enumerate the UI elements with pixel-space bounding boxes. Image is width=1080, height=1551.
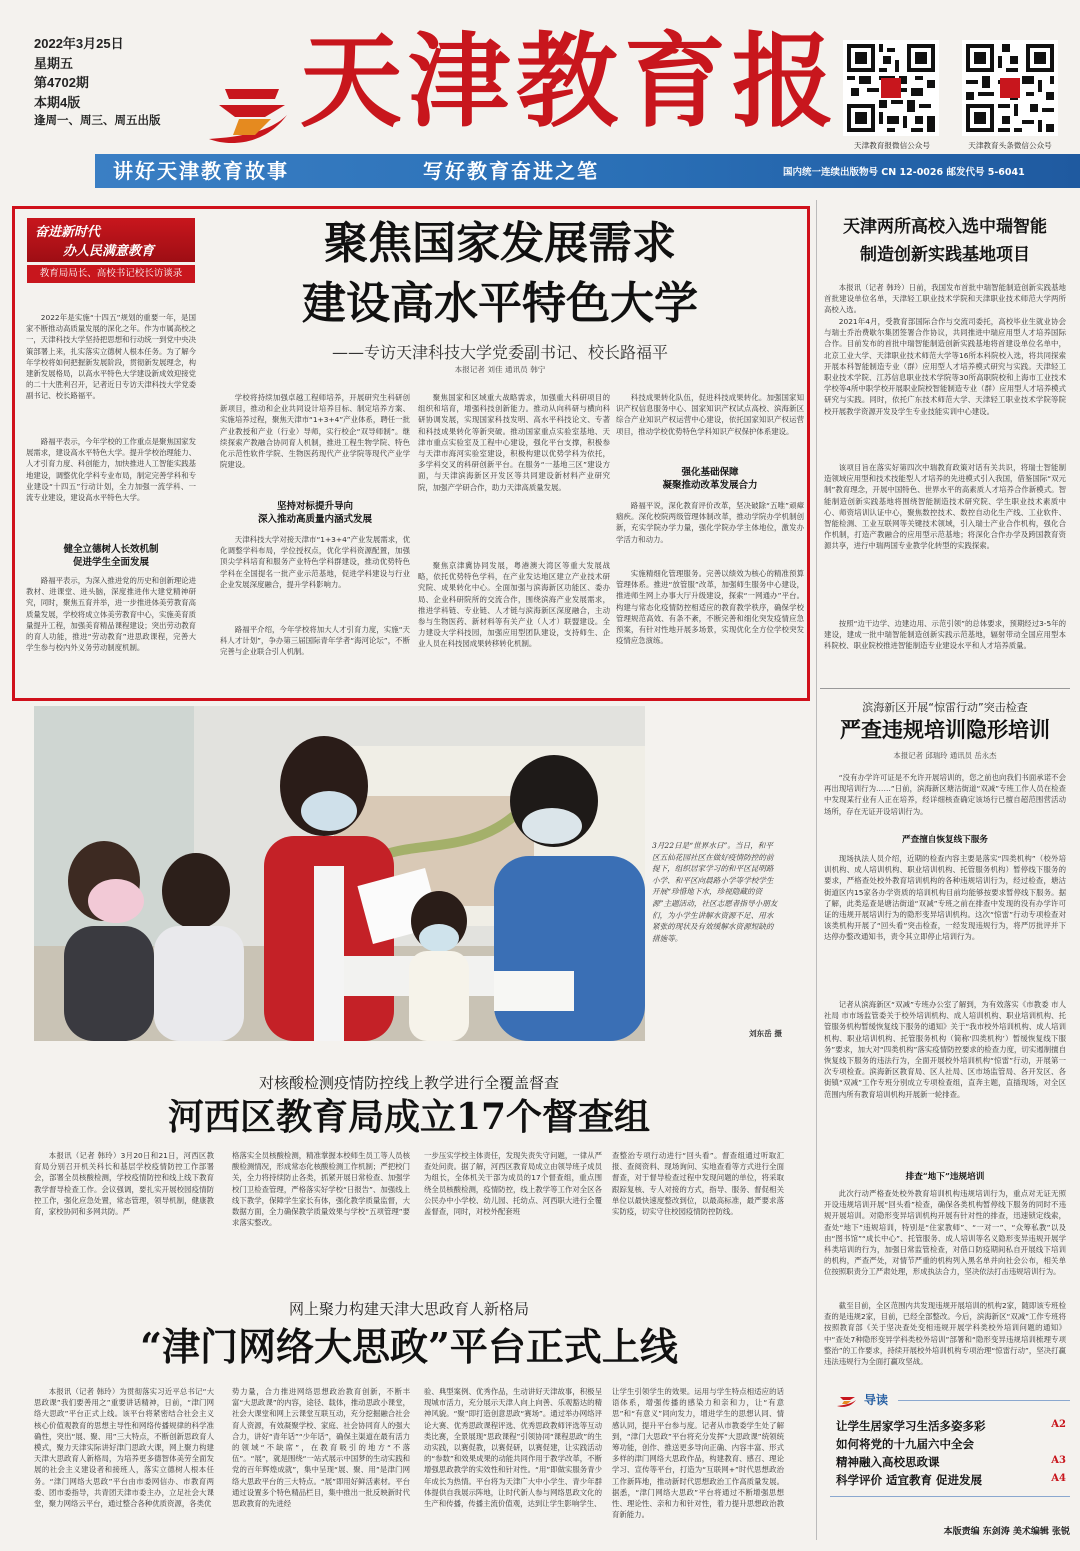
- feature-paragraph: 路福平表示，今年学校的工作重点是聚焦国家发展需求，建设高水平特色大学。提升学校治理能力、人才引育力度、科创能力，加快推进人工智能实践基地建设，调整优化学科专业布局，制定完善学科和专业建设“十四五”行动计划，全力加强一流学科、一流专业建设，建设高水平特色大学。: [26, 437, 196, 503]
- news-photo-illustration: [34, 706, 645, 1041]
- photo-caption: 3月22日是“世界水日”。当日，和平区五仙花园社区在做好疫情防控的前提下，组织居家学习的和平区昆明路小学、和平区向晨路小学等学校学生开展“珍惜地下水，珍视隐藏的资源”主题活动，社区志愿者指导小朋友们，为小学生讲解水资源不足、用水紧张的现状及有效缓解水资源短缺的措施等。: [652, 841, 778, 943]
- right2-paragraph: 此次行动严格查处校外教育培训机构违规培训行为，重点对无证无照开设违规培训开展“回头看”检查，确保各类机构暂停线下服务的同时不违规开展培训。对隐形变异培训机构开展有针对性的排查，迅速锁定线索，查处“地下”违规培训，特别是“住家教师”、“一对一”、“众筹私教”以及由“图书馆”“成长中心”、托管服务、成人培训等名义隐形变异违规开展学科类培训的行为，加强日常监管检查，对借口防疫期间私自开展线下培训的机构，严查严处，对情节严重的机构列入黑名单并向社会公布，相关单位按照职责分工严肃处理，形成执法合力，坚决依法打击违规培训行为。: [824, 1189, 1066, 1277]
- feature-paragraph: 路福平说，深化教育评价改革，坚决破除“五唯”顽瘴痼疾。深化校院两级管理体制改革，推动学院办学机制创新，充实学院办学力量，强化学院办学主体地位，激发办学活力和动力。: [616, 501, 804, 544]
- right2-kicker: 滨海新区开展“惊雷行动”突击检查: [862, 701, 1028, 714]
- masthead: [0, 0, 1080, 195]
- column-logo: [27, 218, 195, 262]
- feature-title-line2: 建设高水平特色大学: [302, 278, 698, 329]
- column-logo-line1: 奋进新时代: [35, 225, 101, 240]
- page-editors: 本版责编 东剑涛 美术编辑 张锐: [943, 1527, 1070, 1537]
- story3-title: “津门网络大思政”平台正式上线: [140, 1324, 678, 1369]
- right1-paragraph: 2021年4月，受教育部国际合作与交流司委托，高校毕业生就业协会与瑞士乔治费歇尔集团签署合作协议，共同推进中瑞应用型人才培养国际合作。目前发布的首批中瑞智能制造创新实践基地将首建设单位名单中，北京工业大学、天津职业技术师范大学等16所本科院校入选，将共同探索开展本科智能制造专业（群）应用型人才培养模式研究与实践。天津轻工职业技术学院、江苏信息职业技术学院等30所高职院校和上海市工业技术学校等4所中职学校开展职业院校智能制造专业（群）应用型人才培养模式研究与实践。同时，依托广东技术师范大学、天津轻工职业技术学院等院校开展教学资源开发及学生专业技能实训中心建设。: [824, 317, 1066, 416]
- right2-subheading: 严查擅自恢复线下服务: [902, 835, 988, 845]
- story2-title: 河西区教育局成立17个督查组: [167, 1096, 651, 1138]
- guide-item-text: 让学生居家学习生活多姿多彩: [836, 1419, 986, 1433]
- story2-column-3: 一步压实学校主体责任，发现失责失守问题，一律从严查处问责。据了解，河西区教育局成立由领导班子成员为组长，全体机关干部为成员的17个督查组，重点围绕全员核酸检测，疫情防控，线上教学等工作对全区各公民办中小学校、幼儿园、托幼点、河西职大进行全覆盖督查，同时，对校外配套班: [424, 1151, 602, 1217]
- qr2-label: 天津教育头条微信公众号: [968, 141, 1052, 150]
- guide-item-text: 科学评价 适宜教育 促进发展: [836, 1473, 983, 1487]
- photo-credit: 刘东岳 摄: [748, 1029, 782, 1038]
- newspaper-emblem-icon: [205, 75, 300, 150]
- story3-column-1: 本报讯（记者 韩玲）为贯彻落实习近平总书记“大思政课”我们要善用之”重要讲话精神，日前，“津门网络大思政”平台正式上线。该平台将紧密结合社会主义核心价值观教育的思想主导性和网络传播规律的科学准确性，突出“展、聚、用”三大特点，不断创新思政育人模式，聚力天津实际讲好津门思政大课，网上聚力构建天津大思政育人新格局，为培养更多德智体美劳全面发展的社会主义建设者和接班人，落实立德树人根本任务。“津门网络大思政”平台由市委网信办、市教育两委、团市委指导，共青团天津市委主办，立足社会大课堂，聚力网络云平台，通过整合各种优质资源，各类优: [34, 1387, 214, 1509]
- slogan-left: 讲好天津教育故事: [113, 159, 289, 183]
- feature-subtitle: ——专访天津科技大学党委副书记、校长路福平: [331, 343, 668, 362]
- story2-column-1: 本报讯（记者 韩玲）3月20日和21日，河西区教育局分别召开机关科长和基层学校疫情防控工作部署会，部署全员核酸检测，学校疫情防控和线上线下教育教学督导检查工作。会议强调，要扎实开展校园疫情防控工作，强化应急处置，常态管理，领导机制，健康教育，家校协同和多网共防。严: [34, 1151, 214, 1217]
- issue-schedule: 逢周一、周三、周五出版: [34, 115, 161, 127]
- right1-title-line2: 制造创新实践基地项目: [860, 245, 1030, 265]
- right1-paragraph: 该项目旨在落实好第四次中瑞教育政策对话有关共识，将瑞士智能制造领域应用型和技术技能型人才培养的先进模式引入我国，借鉴国际“双元制”教育理念，开展中国特色、世界水平的高素质人才培养合作新模式。智能制造创新实践基地将围绕智能制造技术研究院、学生职业技术素质中心、师资培训认证中心，聚焦数控技术、数控自动化生产线、工业软件、智能检测、工业互联网等关键技术领域，引入瑞士产业合作机构，强化合作机制，打造产教融合的应用型示范基地；将深化合作办学及跨国教育资源共享，进行中瑞两国专业教学化转型的实践探索。: [824, 463, 1066, 551]
- publication-code: 国内统一连续出版物号 CN 12-0026 邮发代号 5-6041: [783, 167, 1025, 178]
- issue-weekday: 星期五: [34, 55, 74, 71]
- feature-paragraph: 学校将持续加强卓越工程师培养，开展研究生科研创新项目，推动和企业共同设计培养目标、制定培养方案、实施培养过程，聚焦天津市“1+3+4”产业体系，聘任一批产业教授和产业（行业）导师，实行校企“双导师制”。继续探索产教融合协同育人机制，推进工程生物学院、特色化示范性软件学院、生物医药现代产业学院等现代产业学院建设。: [220, 393, 410, 470]
- story2-column-2: 格落实全员核酸检测，精准掌握本校师生员工等人员核酸检测情况，形成常态化核酸检测工作机制；严把校门关，全力将持续防止各类，抓紧开展日常检查、加强学校门卫检查管理，严格落实好学校“日报告”、加强线上线下教学，保障学生家长有体，强化教学质量监督，大数据方面，全力确保教学质量效果与学校“五项管理”要求落实整改。: [232, 1151, 410, 1228]
- feature-paragraph: 实施精细化管理服务。完善以绩效为核心的精准预算管理体系。推进“放管服”改革，加强师生服务中心建设，推进师生网上办事大厅升级建设，探索“一网通办”平台。构建与常态化疫情防控相适应的教育教学秩序，确保学校管理规范高效、有条不紊，不断完善和细化突发疫情应急预案，有针对性地开展多场景，实现优化全方位学校突发疫情应急演练。: [616, 569, 804, 646]
- feature-paragraph: 路福平介绍，今年学校将加大人才引育力度，实施“天科人才计划”，争办第三届国际青年学者“海河论坛”，不断完善与企业联合引人机制。: [220, 625, 410, 657]
- right2-paragraph: 截至目前，全区范围内共发现违规开展培训的机构2家，随即该专班检查的是违规2家，目前，已经全部整改。今后，滨海新区“双减”工作专班将按照教育部《关于坚决查处变相违规开展学科类校外培训问题的通知》中“查处7种隐形变异学科类校外培训”部署和“隐形变异违规培训梳理专项整治”的工作要求，持续开展校外培训机构专项治理“惊雷行动”，坚决打赢违法违规行为全面打赢攻坚战。: [824, 1301, 1066, 1367]
- story3-column-4: 让学生引领学生的效果。运用与学生特点相适应的话语体系，增强传播的感染力和亲和力，让“有意思”和“有意义”同向发力，增进学生的思想认同、情感认同，提升平台参与度。记者从市教委学生处了解到，“津门大思政”平台将充分发挥“大思政课”统领统筹功能，创作、推送更多导向正确、内容丰富、形式多样的津门网络大思政作品，构建教育、感召、理论学习、宣传等平台，打造为“互联网+”时代思想政治工作新阵地，推动新时代思想政治工作高质量发展。据悉，“津门网络大思政”平台将通过不断增强思想性、理论性、亲和力和针对性，着力提升思想政治教育新能力。: [612, 1387, 784, 1520]
- guide-header: [830, 1390, 1070, 1410]
- feature-column-4: [616, 392, 804, 697]
- guide-item-text: 精神融入高校思政课: [836, 1455, 940, 1469]
- feature-paragraph: 天津科技大学对接天津市“1+3+4”产业发展需求，优化调整学科布局，学位授权点，优化学科资源配置，加强顶尖学科培育和服务产业特色学科群建设，推动优势特色学科在全国提名一批产业示范基地，促进学科建设与行业企业发展深度融合，提升学科影响力。: [220, 535, 410, 589]
- feature-subheading: 强化基础保障 凝聚推动改革发展合力: [662, 467, 758, 491]
- qr1-label: 天津教育报微信公众号: [854, 141, 930, 150]
- slogan-right: 写好教育奋进之笔: [423, 159, 599, 183]
- feature-byline: 本报记者 刘佳 通讯员 韩宁: [454, 365, 546, 374]
- right2-title: 严查违规培训隐形培训: [840, 717, 1050, 742]
- feature-subheading: 坚持对标提升导向 深入推动高质量内涵式发展: [257, 501, 372, 525]
- newspaper-title: 天津教育报: [300, 22, 840, 142]
- guide-item-page: A4: [1051, 1473, 1066, 1484]
- right2-byline: 本报记者 邱瑞玲 通讯员 岳永杰: [893, 751, 997, 760]
- issue-info: [34, 34, 174, 132]
- story3-column-3: 验、典型案例、优秀作品，生动讲好天津故事，积极呈现城市活力，充分展示天津人向上向善、乐观豁达的精神风貌。“聚”即打造创意思政“赛场”。通过举办网络评论大赛、优秀思政课程评选、优秀思政教师评选等互动类比赛，全景展现“思政课程”引领协同“课程思政”的生动实践，以赛促教，以赛促研，以赛促建，让实践活动的“参数”和效果成果的动能共同作用于教学改革，不断增强思政教学的实效性和针对性。“用”即做实服务青少年成长为热情。平台将为天津广大中小学生、青少年群体提供自我展示阵地，让时代新人参与网络思政文化的生产和传播，传播主流价值观，达到让学生影响学生、: [424, 1387, 602, 1509]
- feature-column-3: [418, 392, 610, 697]
- feature-paragraph: 聚焦国家和区域重大战略需求，加强重大科研项目的组织和培育，增强科技创新能力。推动从向科研与横向科研协调发展，实现国家科技发明、高水平科技论文、专著和科技成果转化等新突破。推动国家重点实验室基地、天津市重点实验室及工程中心建设，强化平台支撑，积极参与天津市海河实验室建设，积极构建以优势学科为依托，多学科交叉的科研创新平台。在服务“一基地三区”建设方面，与天津滨海新区开发区等共同建设新材料产业研究院，加强产学研合作，助力天津高质量发展。: [418, 393, 610, 492]
- feature-paragraph: 聚焦京津冀协同发展，粤港澳大湾区等重大发展战略，依托优势特色学科，在产业发达地区建立产业技术研究院、成果转化中心。全面加强与滨海新区功能区、委办局、企业科研院所的交流合作，围绕滨海产业发展需求，推进学科链、专业链、人才链与滨海新区深度融合，主动参与生物医药、新材料等有关产业（人才）联盟建设。全力建设大学科技园，加强应用型团队建设，支持师生、企业人员在科技园成果转移转化机制。: [418, 561, 610, 649]
- right2-subheading: 排查“地下”违规培训: [905, 1172, 985, 1182]
- feature-column-1: [26, 312, 196, 696]
- guide-box: [830, 1390, 1070, 1530]
- guide-item[interactable]: [836, 1454, 1066, 1472]
- news-photo: [34, 706, 645, 1041]
- guide-bottom-rule: [830, 1496, 1070, 1497]
- guide-item[interactable]: [836, 1436, 1066, 1454]
- feature-paragraph: 2022年是实施“十四五”规划的重要一年，是国家不断推动高质量发展的深化之年。作为市属高校之一，天津科技大学坚持把思想和行动统一到党中央决策部署上来，扎实落实立德树人根本任务。为了解今年学校将如何把握新发展阶段，贯彻新发展理念，构建新发展格局，以高水平特色大学建设新成效迎接党的二十大胜利召开，记者近日专访天津科技大学党委副书记、校长路福平。: [26, 313, 196, 401]
- guide-label: 导读: [864, 1393, 889, 1407]
- right1-body: [824, 282, 1066, 682]
- right2-body: [824, 772, 1066, 1384]
- feature-subheading: 健全立德树人长效机制 促进学生全面发展: [63, 544, 159, 568]
- guide-item[interactable]: [836, 1418, 1066, 1436]
- right-separator: [820, 688, 1070, 689]
- story2-kicker: 对核酸检测疫情防控线上教学进行全覆盖督查: [258, 1074, 559, 1092]
- issue-pages: 本期4版: [34, 94, 81, 110]
- issue-date: 2022年3月25日: [34, 36, 124, 51]
- right2-paragraph: “没有办学许可证是不允许开展培训的，您之前也向我们书面承诺不会再出现培训行为……”日前，滨海新区塘沽街道“双减”专班工作人员在检查中发现某行业有人正在培养，经详细核查确定该场行已擅自超范围营活动场所，存在无证开设培训行为。: [824, 773, 1066, 816]
- guide-emblem-icon: [836, 1392, 858, 1408]
- story3-kicker: 网上聚力构建天津大思政育人新格局: [288, 1300, 529, 1318]
- column-logo-line2: 办人民满意教育: [63, 244, 155, 259]
- story3-column-2: 势力量，合力推进网络思想政治教育创新，不断丰富“大思政课”的内容，途径、载体，推动思政小课堂，社会大课堂和网上云课堂互联互动，充分挖掘融合社会育人资源，有效凝聚学校、家庭、社会协同育人的强大合力，讲好“青年话”“少年话”，确保主渠道在最有活力的领域“不缺席”，在教育吸引的地方“不落伍”。“展”，就是围绕“一站式展示中国梦的生动实践和党的百年辉煌成就”，集中呈现“展、聚、用”是津门网络大思政平台的三大特点。“展”即用好鲜活素材。平台通过设置多个特色精品栏目，集中推出一批反映新时代思政教育的先进经: [232, 1387, 410, 1509]
- guide-item-page: A2: [1051, 1419, 1066, 1430]
- feature-paragraph: 科技成果转化队伍，促进科技成果转化。加强国家知识产权信息服务中心、国家知识产权试点高校、滨海新区综合产业知识产权运营中心建设，依托国家知识产权运营项目，推动学校优势特色学科知识产权保护体系建设。: [616, 393, 804, 436]
- feature-column-2: [220, 392, 410, 697]
- feature-paragraph: 路福平表示，为深入推进党的历史和创新理论进教材、进课堂、进头脑，深度推进伟大建党精神研究，同时，聚焦五育并举，进一步推进体美劳教育高质量发展，学校将成立体美劳教育中心，实施美育质量提升工程，加强美育精品课程建设；突出劳动教育的育人功能，推进“劳动教育”进思政课程，完善大学生参与校内外义务劳动制度机制。: [26, 576, 196, 653]
- qr-code-wechat-paper: [843, 40, 939, 136]
- guide-item-page: A3: [1051, 1455, 1066, 1466]
- qr-code-wechat-headline: [962, 40, 1058, 136]
- guide-item[interactable]: [836, 1472, 1066, 1490]
- column-banner: 教育局局长、高校书记校长访谈录: [27, 265, 195, 283]
- slogan-band: [95, 154, 1080, 188]
- guide-item-text: 如何将党的十九届六中全会: [836, 1437, 974, 1451]
- feature-title-line1: 聚焦国家发展需求: [324, 218, 676, 269]
- right1-paragraph: 本报讯（记者 韩玲）日前，我国发布首批中瑞智能制造创新实践基地首批建设单位名单，天津轻工职业技术学院和天津职业技术师范大学两所高校入选。: [824, 283, 1066, 315]
- guide-rule: [898, 1400, 1070, 1401]
- right1-title-line1: 天津两所高校入选中瑞智能: [843, 217, 1047, 237]
- right2-paragraph: 现场执法人员介绍，近期的检查内容主要是落实“四类机构”（校外培训机构、成人培训机构、职业培训机构、托管服务机构）暂停线下服务的要求，严格查处校外教育培训机构的各种违规培训行为，经过检查，塘沽街道区内15家各办学资质的培训机构目前均能够按要求暂停线下服务。据了解，此类巡查是塘沽街道“双减”专班之前在排查中发现的没有办学许可证的违规开展培训行为的隐形变异培训机构。这次“惊雷”行动专项检查对该类机构开展了“回头看”突击检查，一经发现违规行为，将严厉批评并下达停办整改通知书，责令其立即停止培训行为。: [824, 854, 1066, 942]
- issue-number: 第4702期: [34, 75, 89, 90]
- right1-paragraph: 按照“边干边学、边建边用、示范引领”的总体要求，预期经过3-5年的建设，建成一批中瑞智能制造创新实践示范基地，辐射带动全国应用型本科院校、职业院校推进智能制造专业建设水平和人才培养质量。: [824, 619, 1066, 651]
- story2-column-4: 查整治专项行动进行“回头看”。督查组通过听取汇报、查阅资料、现场询问、实地查看等方式进行全面督查，对于督导检查过程中发现问题的单位，将采取跟踪复核、专人对接的方式，指导、服务、督促相关单位以最快速度整改到位，以最高标准，最严要求落实防疫，切实守住校园疫情防控防线。: [612, 1151, 784, 1217]
- right2-paragraph: 记者从滨海新区“双减”专班办公室了解到，为有效落实《市教委 市人社局 市市场监管委关于校外培训机构、成人培训机构、职业培训机构、托管服务机构暂缓恢复线下服务的通知》关于“我市校外培训机构、成人培训机构、职业培训机构、托管服务机构（简称‘四类机构’）暂缓恢复线下服务”要求，加大对“四类机构”落实疫情防控要求的检查力度，切实遏制擅自恢复线下服务的违法行为，全面开展校外培训机构“惊雷”行动，开展第一次专项检查。滨海新区教育局、区人社局、区市场监管局、各开发区、各街镇“双减”工作专班分别成立专项检查组，直奔主题，直插现场，对全区范围内所有教育培训机构开展新一轮排查。: [824, 1000, 1066, 1099]
- right-column-divider: [816, 200, 817, 1540]
